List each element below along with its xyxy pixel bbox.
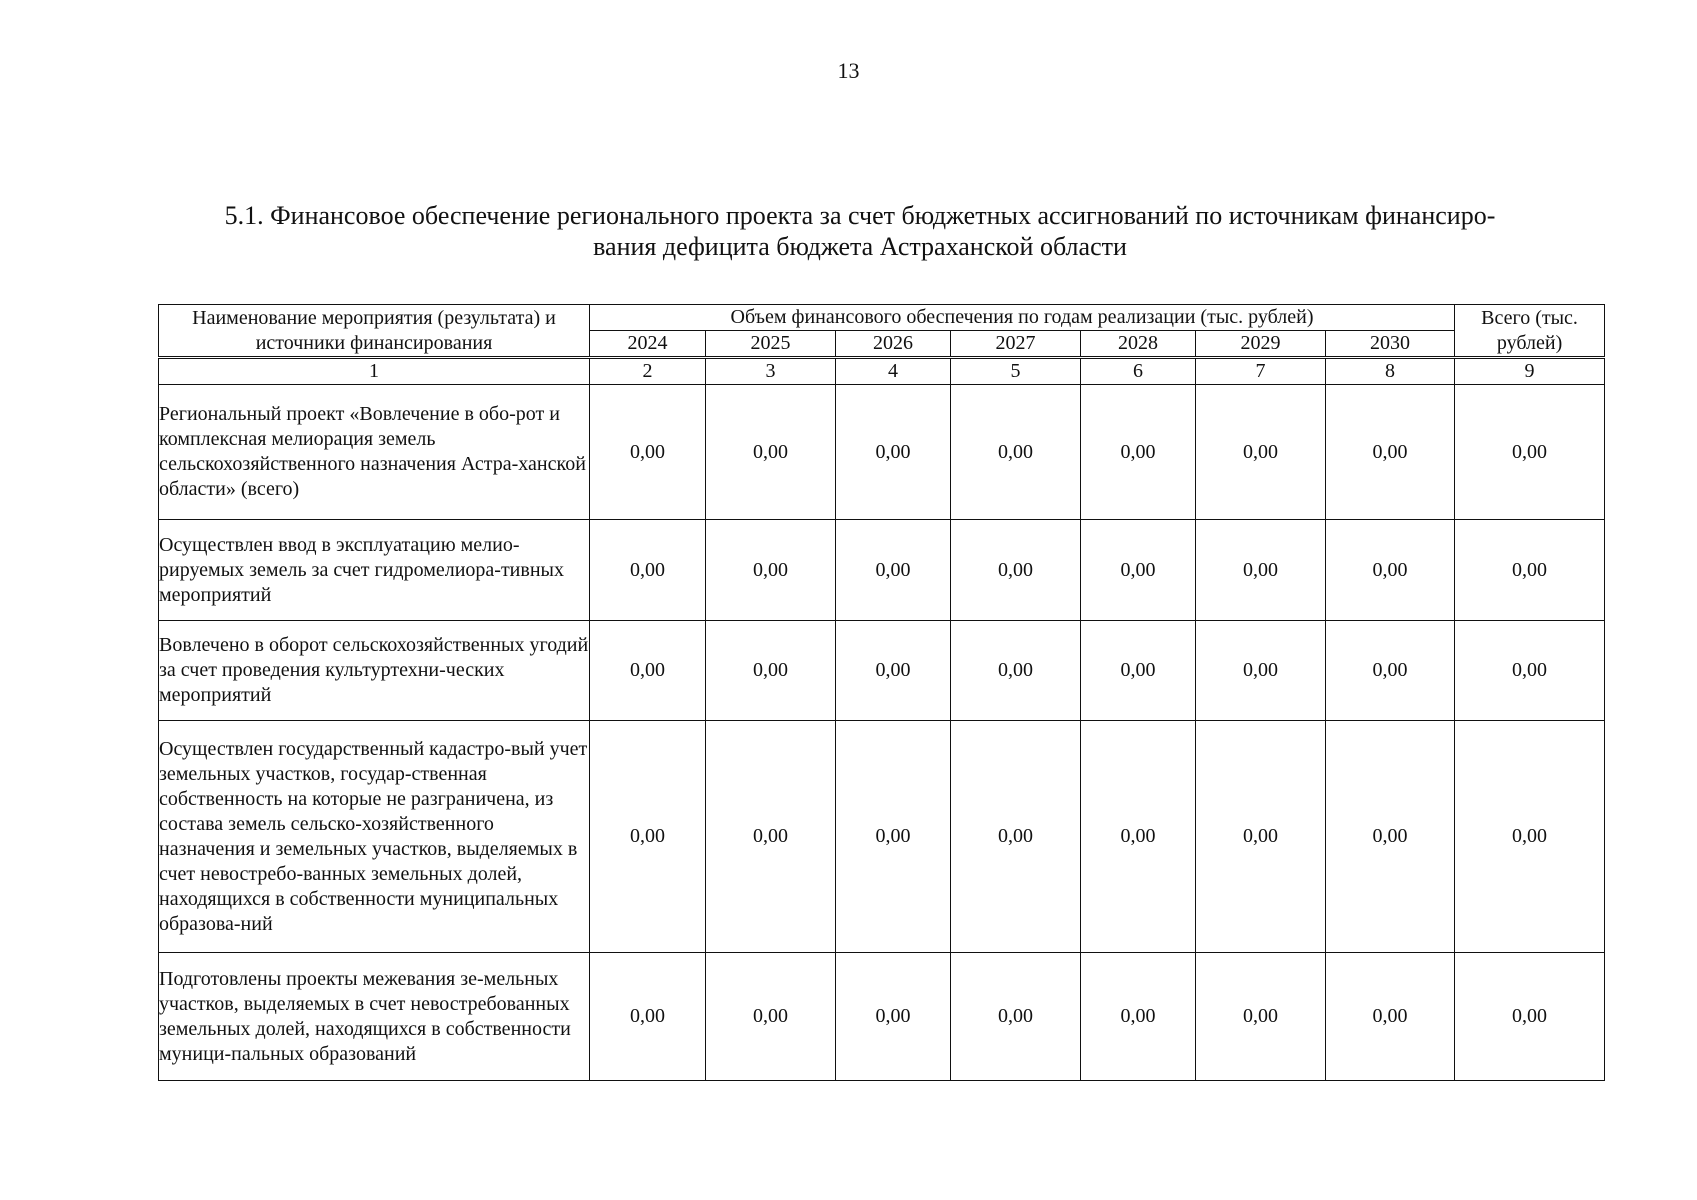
total-cell: 0,00 xyxy=(1455,520,1605,621)
value-cell: 0,00 xyxy=(1196,721,1326,953)
total-cell: 0,00 xyxy=(1455,621,1605,721)
table-row xyxy=(159,520,1605,621)
header-years-group: Объем финансового обеспечения по годам реализации (тыс. рублей) xyxy=(590,305,1455,331)
value-cell: 0,00 xyxy=(1196,520,1326,621)
value-cell: 0,00 xyxy=(1196,953,1326,1081)
header-year: 2024 xyxy=(590,331,706,358)
column-number: 8 xyxy=(1326,358,1455,385)
value-cell: 0,00 xyxy=(1196,385,1326,520)
table-row xyxy=(159,385,1605,520)
column-number: 9 xyxy=(1455,358,1605,385)
value-cell: 0,00 xyxy=(836,953,951,1081)
row-name: Подготовлены проекты межевания зе-​мельных участков, выделяемых в счет невостребованных земельных долей, находящихся в собственности муници-​пальных образований xyxy=(159,953,590,1081)
page-number: 13 xyxy=(837,58,860,83)
value-cell: 0,00 xyxy=(590,953,706,1081)
value-cell: 0,00 xyxy=(1326,721,1455,953)
column-number: 4 xyxy=(836,358,951,385)
table-row xyxy=(159,953,1605,1081)
column-number: 5 xyxy=(951,358,1081,385)
row-name: Осуществлен государственный кадастро-​вый учет земельных участков, государ-​ственная собственность на которые не разграничена, из состава земель сельско-​хозяйственного назначения и земельных участков, выделяемых в счет невостребо-​ванных земельных долей, находящихся в собственности муниципальных образова-​ний xyxy=(159,721,590,953)
column-number: 2 xyxy=(590,358,706,385)
value-cell: 0,00 xyxy=(836,385,951,520)
total-cell: 0,00 xyxy=(1455,953,1605,1081)
value-cell: 0,00 xyxy=(590,385,706,520)
value-cell: 0,00 xyxy=(706,721,836,953)
value-cell: 0,00 xyxy=(951,721,1081,953)
column-number: 7 xyxy=(1196,358,1326,385)
header-year: 2030 xyxy=(1326,331,1455,358)
section-title-line-1: 5.1. Финансовое обеспечение регионального проекта за счет бюджетных ассигнований по источникам финансиро- xyxy=(224,201,1496,230)
table-row xyxy=(159,621,1605,721)
value-cell: 0,00 xyxy=(836,721,951,953)
value-cell: 0,00 xyxy=(1326,520,1455,621)
financing-table xyxy=(158,304,1605,1081)
value-cell: 0,00 xyxy=(951,385,1081,520)
header-year: 2026 xyxy=(836,331,951,358)
value-cell: 0,00 xyxy=(1326,953,1455,1081)
header-year: 2028 xyxy=(1081,331,1196,358)
total-cell: 0,00 xyxy=(1455,721,1605,953)
value-cell: 0,00 xyxy=(706,520,836,621)
value-cell: 0,00 xyxy=(836,621,951,721)
value-cell: 0,00 xyxy=(1196,621,1326,721)
row-name: Региональный проект «Вовлечение в обо-​рот и комплексная мелиорация земель сельскохозяйственного назначения Астра-​ханской области» (всего) xyxy=(159,385,590,520)
value-cell: 0,00 xyxy=(951,520,1081,621)
section-title-line-2: вания дефицита бюджета Астраханской области xyxy=(593,232,1127,261)
table-row xyxy=(159,721,1605,953)
value-cell: 0,00 xyxy=(590,621,706,721)
value-cell: 0,00 xyxy=(1326,385,1455,520)
value-cell: 0,00 xyxy=(1081,721,1196,953)
value-cell: 0,00 xyxy=(1081,520,1196,621)
column-number: 6 xyxy=(1081,358,1196,385)
column-number: 1 xyxy=(159,358,590,385)
header-year: 2027 xyxy=(951,331,1081,358)
value-cell: 0,00 xyxy=(836,520,951,621)
total-cell: 0,00 xyxy=(1455,385,1605,520)
header-name-column: Наименование мероприятия (результата) и источники финансирования xyxy=(159,305,590,358)
header-year: 2025 xyxy=(706,331,836,358)
row-name: Вовлечено в оборот сельскохозяйственных угодий за счет проведения культуртехни-​ческих мероприятий xyxy=(159,621,590,721)
value-cell: 0,00 xyxy=(590,721,706,953)
value-cell: 0,00 xyxy=(1081,621,1196,721)
value-cell: 0,00 xyxy=(951,953,1081,1081)
value-cell: 0,00 xyxy=(951,621,1081,721)
value-cell: 0,00 xyxy=(706,953,836,1081)
value-cell: 0,00 xyxy=(1081,385,1196,520)
column-numbers-row xyxy=(159,358,1605,385)
value-cell: 0,00 xyxy=(1081,953,1196,1081)
row-name: Осуществлен ввод в эксплуатацию мелио-​рируемых земель за счет гидромелиора-​тивных мероприятий xyxy=(159,520,590,621)
header-total-column: Всего (тыс. рублей) xyxy=(1455,305,1605,358)
value-cell: 0,00 xyxy=(706,385,836,520)
header-year: 2029 xyxy=(1196,331,1326,358)
value-cell: 0,00 xyxy=(590,520,706,621)
value-cell: 0,00 xyxy=(1326,621,1455,721)
value-cell: 0,00 xyxy=(706,621,836,721)
column-number: 3 xyxy=(706,358,836,385)
section-title xyxy=(150,200,1570,262)
